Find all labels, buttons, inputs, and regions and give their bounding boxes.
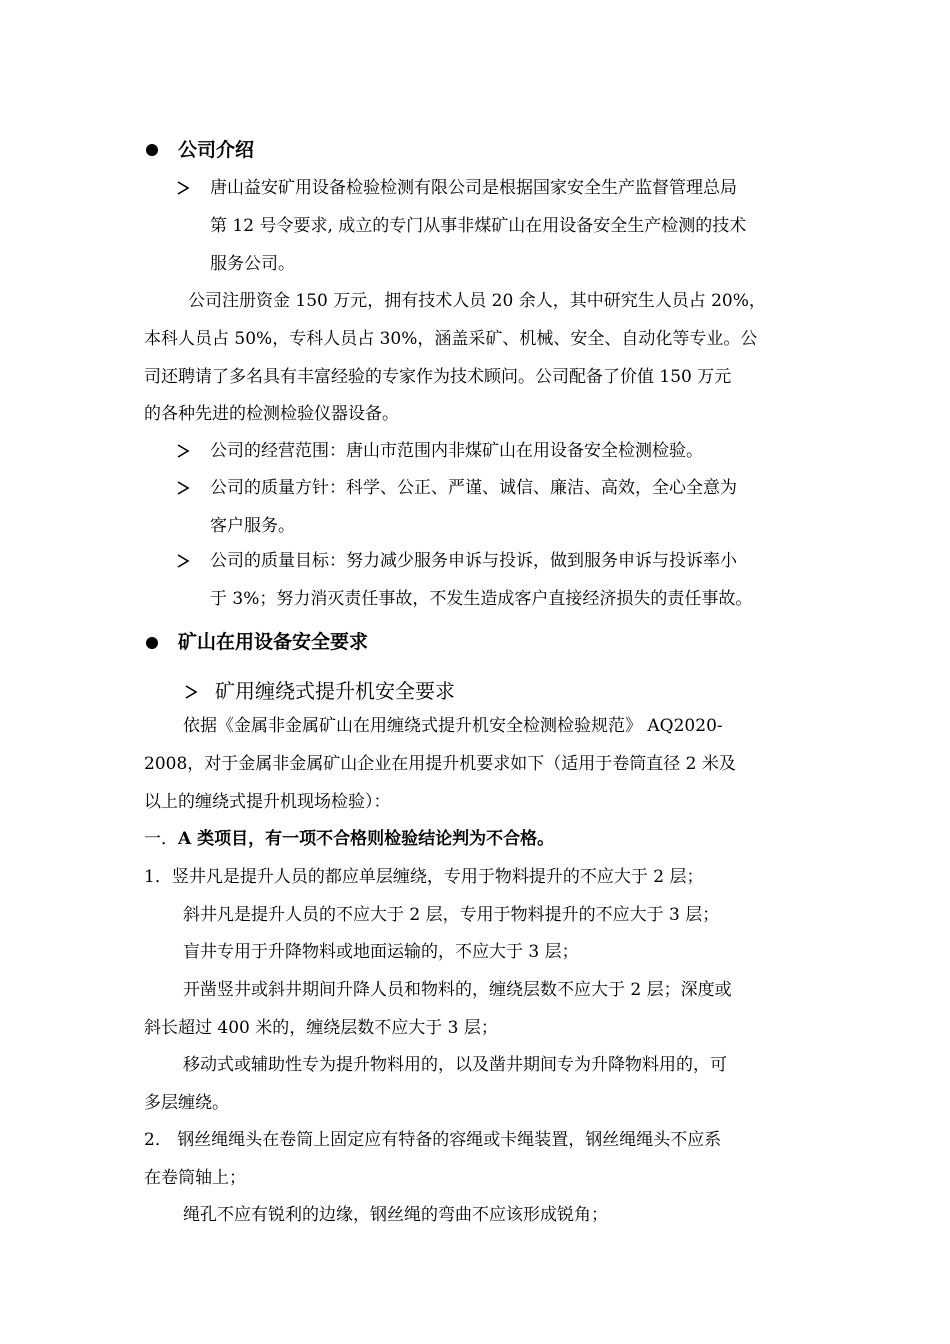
bullet-dot-icon	[146, 637, 158, 649]
paragraph-text: 依据《金属非金属矿山在用缠绕式提升机安全检测检验规范》 AQ2020-	[183, 716, 723, 736]
rule-text: 斜井凡是提升人员的不应大于 2 层，专用于物料提升的不应大于 3 层；	[183, 905, 720, 925]
arrow-bullet-icon	[176, 444, 190, 458]
rule-text: 2． 钢丝绳绳头在卷筒上固定应有特备的容绳或卡绳装置，钢丝绳绳头不应系	[144, 1130, 722, 1150]
paragraph-text: 公司注册资金 150 万元，拥有技术人员 20 余人，其中研究生人员占 20%，	[188, 291, 766, 311]
rule-text: 斜长超过 400 米的，缠绕层数不应大于 3 层；	[144, 1018, 498, 1038]
item-text: 第 12 号令要求, 成立的专门从事非煤矿山在用设备安全生产检测的技术	[210, 216, 747, 236]
subsection-title: 矿用缠绕式提升机安全要求	[215, 679, 455, 703]
arrow-bullet-icon	[176, 181, 190, 195]
paragraph-text: 司还聘请了多名具有丰富经验的专家作为技术顾问。公司配备了价值 150 万元	[144, 367, 732, 387]
rule-text: 在卷筒轴上；	[144, 1168, 246, 1188]
item-text: 客户服务。	[210, 516, 295, 536]
rule-text: 开凿竖井或斜井期间升降人员和物料的，缠绕层数不应大于 2 层；深度或	[183, 980, 732, 1000]
item-text: 公司的质量目标：努力减少服务申诉与投诉，做到服务申诉与投诉率小	[210, 551, 737, 571]
class-a-heading	[144, 827, 554, 851]
rule-text: 绳孔不应有锐利的边缘，钢丝绳的弯曲不应该形成锐角；	[183, 1205, 608, 1225]
paragraph-text: 本科人员占 50%，专科人员占 30%，涵盖采矿、机械、安全、自动化等专业。公	[144, 329, 758, 349]
arrow-bullet-icon	[176, 554, 190, 568]
arrow-bullet-icon	[176, 481, 190, 495]
section-title-company: 公司介绍	[178, 139, 255, 161]
section-title-mine-safety: 矿山在用设备安全要求	[178, 631, 369, 653]
paragraph-text: 以上的缠绕式提升机现场检验）：	[144, 792, 391, 812]
paragraph-text: 2008，对于金属非金属矿山企业在用提升机要求如下（适用于卷筒直径 2 米及	[144, 754, 736, 774]
item-text: 服务公司。	[210, 254, 295, 274]
rule-text: 多层缠绕。	[144, 1093, 229, 1113]
class-a-prefix: 一．	[144, 829, 178, 849]
rule-text: 移动式或辅助性专为提升物料用的，以及凿井期间专为升降物料用的，可	[183, 1055, 727, 1075]
rule-text: 1．竖井凡是提升人员的都应单层缠绕，专用于物料提升的不应大于 2 层；	[144, 867, 704, 887]
paragraph-text: 的各种先进的检测检验仪器设备。	[144, 404, 399, 424]
rule-text: 盲井专用于升降物料或地面运输的，不应大于 3 层；	[183, 942, 579, 962]
item-text: 公司的经营范围：唐山市范围内非煤矿山在用设备安全检测检验。	[210, 441, 703, 461]
item-text: 唐山益安矿用设备检验检测有限公司是根据国家安全生产监督管理总局	[210, 178, 737, 198]
item-text: 公司的质量方针：科学、公正、严谨、诚信、廉洁、高效，全心全意为	[210, 478, 737, 498]
item-text: 于 3%；努力消灭责任事故，不发生造成客户直接经济损失的责任事故。	[210, 589, 753, 609]
class-a-text: A 类项目，有一项不合格则检验结论判为不合格。	[178, 829, 555, 849]
arrow-bullet-icon	[184, 685, 198, 699]
bullet-dot-icon	[146, 144, 158, 156]
